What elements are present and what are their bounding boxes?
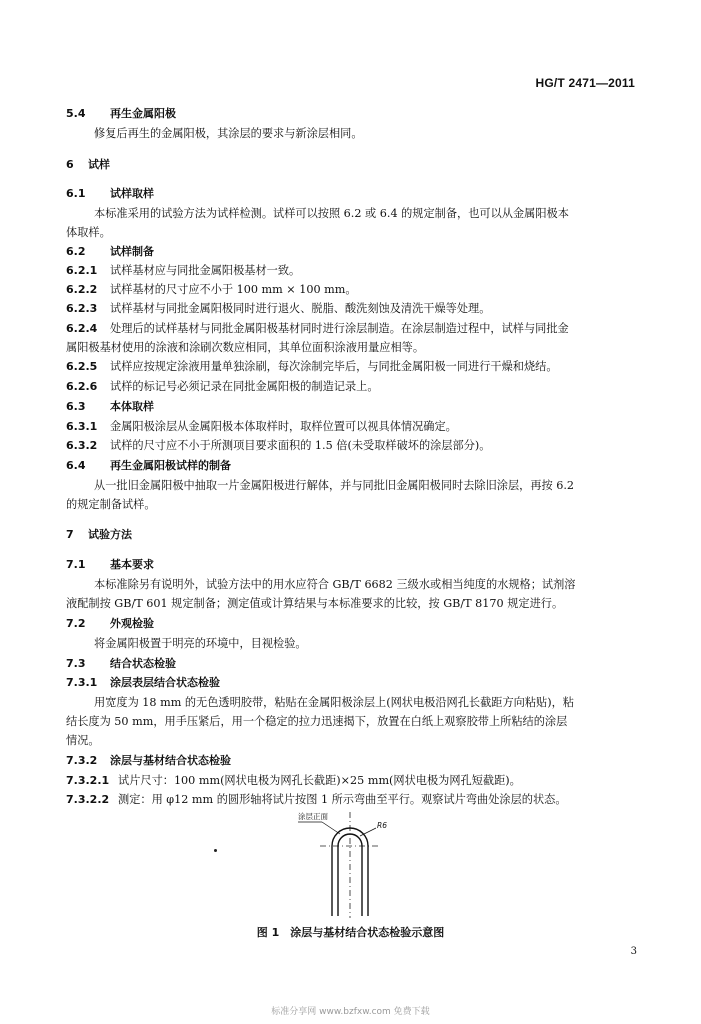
section-7-3-2-2: 7.3.2.2 测定：用 φ12 mm 的圆形轴将试片按图 1 所示弯曲至平行。观察试片弯曲处涂层的状态。: [66, 793, 567, 806]
section-6-4-text-line1: 从一批旧金属阳极中抽取一片金属阳极进行解体，并与同批旧金属阳极同时去除旧涂层，再按 6.2: [94, 479, 575, 492]
page-number: 3: [630, 946, 637, 957]
section-7-3-1-text-line1: 用宽度为 18 mm 的无色透明胶带，粘贴在金属阳极涂层上(网状电极沿网孔长截距方向粘贴)，粘: [94, 696, 574, 709]
section-6-4-heading: 6.4 再生金属阳极试样的制备: [66, 459, 231, 472]
section-5-4-heading: 5.4 再生金属阳极: [66, 107, 176, 120]
footer-watermark: 标准分享网 www.bzfxw.com 免费下载: [271, 1007, 430, 1017]
section-6-2-5: 6.2.5 试样应按规定涂液用量单独涂刷，每次涂制完毕后，与同批金属阳极一同进行干燥和烧结。: [66, 360, 558, 373]
figure-caption: 图 1 涂层与基材结合状态检验示意图: [256, 926, 445, 939]
section-6-3-1: 6.3.1 金属阳极涂层从金属阳极本体取样时，取样位置可以视具体情况确定。: [66, 420, 457, 433]
section-6-4-text-line2: 的规定制备试样。: [66, 498, 156, 511]
section-6-heading: 6 试样: [66, 158, 110, 171]
section-6-2-6: 6.2.6 试样的标记号必须记录在同批金属阳极的制造记录上。: [66, 380, 379, 393]
section-7-2-heading: 7.2 外观检验: [66, 617, 154, 630]
section-7-2-text: 将金属阳极置于明亮的环境中，目视检验。: [94, 637, 307, 650]
section-7-3-1-heading: 7.3.1 涂层表层结合状态检验: [66, 676, 220, 689]
coating-leader-diagonal: [322, 822, 340, 834]
section-6-1-text-line2: 体取样。: [66, 226, 111, 239]
section-6-1-heading: 6.1 试样取样: [66, 187, 154, 200]
section-7-1-text-line1: 本标准除另有说明外，试验方法中的用水应符合 GB/T 6682 三级水或相当纯度的水规格；试剂溶: [94, 578, 576, 591]
section-7-3-1-text-line2: 结长度为 50 mm，用手压紧后，用一个稳定的拉力迅速揭下，放置在白纸上观察胶带上所粘结的涂层: [66, 715, 568, 728]
section-7-3-heading: 7.3 结合状态检验: [66, 657, 176, 670]
section-7-3-1-text-line3: 情况。: [66, 734, 100, 747]
section-7-heading: 7 试验方法: [66, 528, 132, 541]
section-5-4-text: 修复后再生的金属阳极，其涂层的要求与新涂层相同。: [94, 127, 363, 140]
section-6-2-4-line1: 6.2.4 处理后的试样基材与同批金属阳极基材同时进行涂层制造。在涂层制造过程中，试样与同批金: [66, 322, 569, 335]
standard-number-header: HG/T 2471—2011: [535, 76, 635, 90]
coating-face-label: 涂层正面: [298, 812, 328, 821]
stray-dot: [214, 849, 217, 852]
section-6-3-heading: 6.3 本体取样: [66, 400, 154, 413]
section-7-1-heading: 7.1 基本要求: [66, 558, 154, 571]
section-6-2-3: 6.2.3 试样基材与同批金属阳极同时进行退火、脱脂、酸洗刻蚀及清洗干燥等处理。: [66, 302, 491, 315]
section-6-1-text-line1: 本标准采用的试验方法为试样检测。试样可以按照 6.2 或 6.4 的规定制备，也可以从金属阳极本: [94, 207, 569, 220]
section-6-2-4-line2: 属阳极基材使用的涂液和涂刷次数应相同，其单位面积涂液用量应相等。: [66, 341, 425, 354]
section-7-3-2-heading: 7.3.2 涂层与基材结合状态检验: [66, 754, 231, 767]
section-6-2-heading: 6.2 试样制备: [66, 245, 154, 258]
section-6-3-2: 6.3.2 试样的尺寸应不小于所测项目要求面积的 1.5 倍(未受取样破坏的涂层部分)。: [66, 439, 491, 452]
section-6-2-1: 6.2.1 试样基材应与同批金属阳极基材一致。: [66, 264, 301, 277]
section-7-3-2-1: 7.3.2.1 试片尺寸：100 mm(网状电极为网孔长截距)×25 mm(网状电极为网孔短截距)。: [66, 774, 521, 787]
section-7-1-text-line2: 液配制按 GB/T 601 规定制备；测定值或计算结果与本标准要求的比较，按 GB/T 8170 规定进行。: [66, 597, 564, 610]
bend-test-figure: [280, 808, 420, 920]
radius-label: R6: [377, 821, 387, 830]
section-6-2-2: 6.2.2 试样基材的尺寸应不小于 100 mm × 100 mm。: [66, 283, 357, 296]
